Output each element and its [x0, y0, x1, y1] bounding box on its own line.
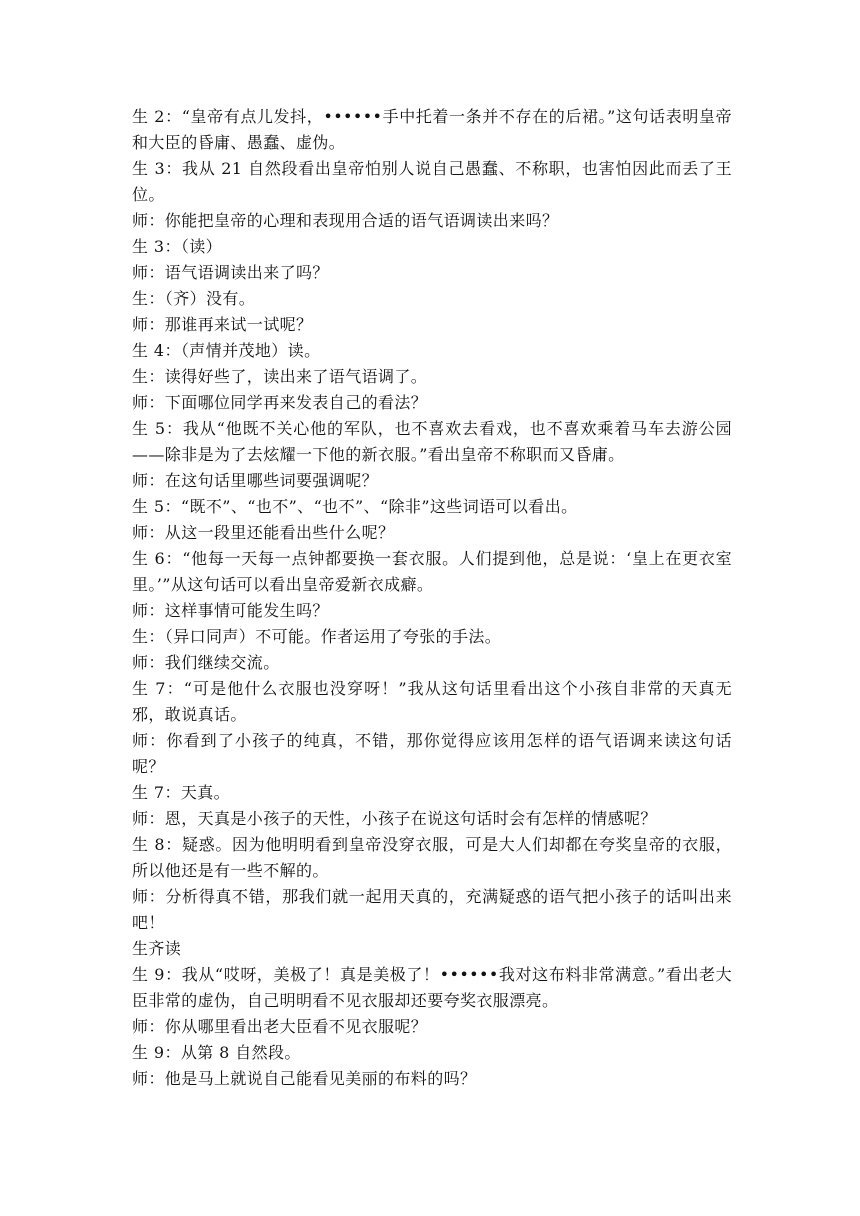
- paragraph: 生齐读: [132, 939, 182, 958]
- paragraph: 生 4：（声情并茂地）读。: [132, 341, 321, 360]
- paragraph: 生 3：（读）: [132, 237, 223, 256]
- paragraph: 生 8：疑惑。因为他明明看到皇帝没穿衣服，可是大人们却都在夸奖皇帝的衣服，所以他还是有一些不解的。: [132, 835, 732, 880]
- paragraph: 生 7：“可是他什么衣服也没穿呀！”我从这句话里看出这个小孩自非常的天真无邪，敢说真话。: [132, 679, 732, 724]
- paragraph: 生 5：我从“他既不关心他的军队，也不喜欢去看戏，也不喜欢乘着马车去游公园——除非是为了去炫耀一下他的新衣服。”看出皇帝不称职而又昏庸。: [132, 419, 732, 464]
- paragraph: 师：语气语调读出来了吗？: [132, 263, 329, 282]
- paragraph: 生 5：“既不”、“也不”、“也不”、“除非”这些词语可以看出。: [132, 497, 578, 516]
- paragraph: 师：你从哪里看出老大臣看不见衣服呢？: [132, 1017, 428, 1036]
- paragraph: 师：这样事情可能发生吗？: [132, 601, 329, 620]
- paragraph: 生 6：“他每一天每一点钟都要换一套衣服。人们提到他，总是说：‘皇上在更衣室里。’”从这句话可以看出皇帝爱新衣成癖。: [132, 549, 732, 594]
- paragraph: 师：那谁再来试一试呢？: [132, 315, 313, 334]
- paragraph: 师：他是马上就说自己能看见美丽的布料的吗？: [132, 1069, 477, 1088]
- paragraph: 师：分析得真不错，那我们就一起用天真的，充满疑惑的语气把小孩子的话叫出来吧！: [132, 887, 732, 932]
- paragraph: 师：你看到了小孩子的纯真，不错，那你觉得应该用怎样的语气语调来读这句话呢？: [132, 731, 732, 776]
- paragraph: 师：下面哪位同学再来发表自己的看法？: [132, 393, 428, 412]
- paragraph: 师：恩，天真是小孩子的天性，小孩子在说这句话时会有怎样的情感呢？: [132, 809, 657, 828]
- paragraph: 生：（异口同声）不可能。作者运用了夸张的手法。: [132, 627, 502, 646]
- paragraph: 生：（齐）没有。: [132, 289, 256, 308]
- paragraph: 生 3：我从 21 自然段看出皇帝怕别人说自己愚蠢、不称职，也害怕因此而丢了王位。: [132, 159, 732, 204]
- paragraph: 师：在这句话里哪些词要强调呢？: [132, 471, 379, 490]
- paragraph: 师：我们继续交流。: [132, 653, 280, 672]
- paragraph: 生 2：“皇帝有点儿发抖，••••••手中托着一条并不存在的后裙。”这句话表明皇帝和大臣的昏庸、愚蠢、虚伪。: [132, 107, 732, 152]
- paragraph: 生 9：从第 8 自然段。: [132, 1043, 301, 1062]
- paragraph: 师：从这一段里还能看出些什么呢？: [132, 523, 395, 542]
- paragraph: 生：读得好些了，读出来了语气语调了。: [132, 367, 428, 386]
- paragraph: 师：你能把皇帝的心理和表现用合适的语气语调读出来吗？: [132, 211, 559, 230]
- paragraph: 生 7：天真。: [132, 783, 231, 802]
- paragraph: 生 9：我从“哎呀，美极了！真是美极了！••••••我对这布料非常满意。”看出老大臣非常的虚伪，自己明明看不见衣服却还要夸奖衣服漂亮。: [132, 965, 732, 1010]
- document-body: [132, 104, 732, 1092]
